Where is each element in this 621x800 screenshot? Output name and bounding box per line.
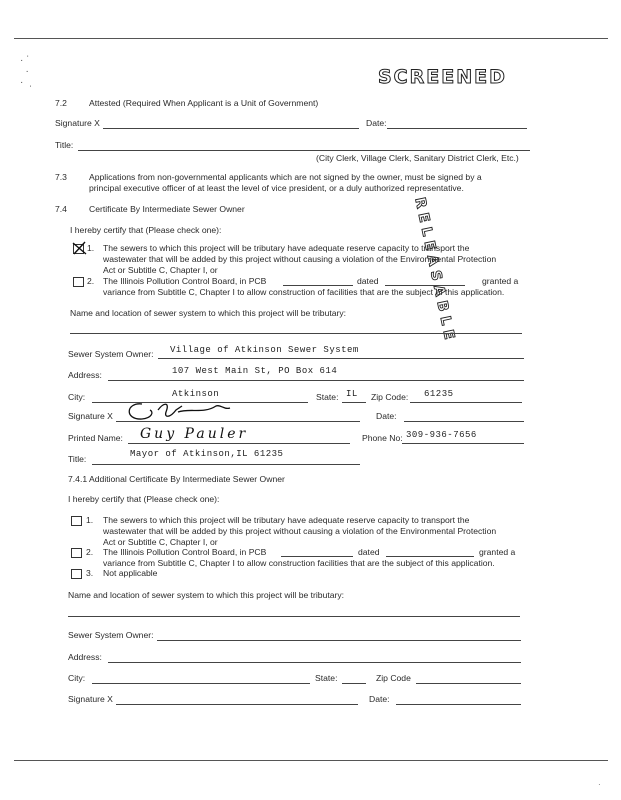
city-field-7-4-1[interactable] (92, 683, 310, 684)
signature-field-7-4-1[interactable] (116, 704, 358, 705)
section-7-3-line1: Applications from non-governmental applicants which are not signed by the owner, must be signed by a (89, 172, 482, 182)
signature-label-7-2: Signature X (55, 118, 100, 128)
pcb-number-field-7-4[interactable] (283, 285, 353, 286)
signature-label-7-4: Signature X (68, 411, 113, 421)
date-field-7-4[interactable] (404, 421, 524, 422)
section-7-4-heading: Certificate By Intermediate Sewer Owner (89, 204, 245, 214)
bottom-rule (14, 760, 608, 761)
state-field-7-4[interactable] (342, 402, 366, 403)
title-value-7-4: Mayor of Atkinson,IL 61235 (130, 449, 284, 459)
option-3-checkbox-7-4-1[interactable] (71, 569, 82, 579)
signature-scrawl (120, 398, 240, 424)
scan-mark-bottom: · (598, 780, 601, 789)
scan-marks: · ˈ · · ˌ (20, 55, 33, 88)
address-label-7-4-1: Address: (68, 652, 102, 662)
screened-stamp: SCREENED (378, 66, 507, 88)
owner-value-7-4: Village of Atkinson Sewer System (170, 345, 359, 355)
option-2-text-b-7-4: dated (357, 276, 379, 286)
phone-value-7-4: 309-936-7656 (406, 430, 477, 440)
option-2-checkbox-7-4-1[interactable] (71, 548, 82, 558)
printed-name-field-7-4[interactable] (128, 443, 350, 444)
date-label-7-2: Date: (366, 118, 387, 128)
top-rule (14, 38, 608, 39)
pcb-number-field-7-4-1[interactable] (281, 556, 353, 557)
option-3-text-7-4-1: Not applicable (103, 568, 158, 578)
option-2-text-a-7-4: The Illinois Pollution Control Board, in PCB (103, 276, 267, 286)
option-1-line3-7-4-1: Act or Subtitle C, Chapter I, or (103, 537, 218, 547)
section-7-3-line2: principal executive officer of at least the level of vice president, or a duly authorized representative. (89, 183, 464, 193)
address-field-7-4[interactable] (108, 380, 524, 381)
option-1-line2-7-4: wastewater that will be added by this project without causing a violation of the Environmental Protection (103, 254, 497, 264)
title-hint-7-2: (City Clerk, Village Clerk, Sanitary District Clerk, Etc.) (316, 153, 519, 163)
date-label-7-4: Date: (376, 411, 397, 421)
zip-label-7-4-1: Zip Code (376, 673, 411, 683)
option-1-number-7-4: 1. (87, 243, 95, 253)
signature-field-7-2[interactable] (103, 128, 359, 129)
printed-name-value-7-4: Guy Pauler (140, 426, 249, 442)
option-2-text-c-7-4-1: granted a (479, 547, 516, 557)
signature-label-7-4-1: Signature X (68, 694, 113, 704)
tributary-system-field-7-4[interactable] (70, 333, 522, 334)
releasable-stamp: RELEASABLE (411, 196, 459, 346)
title-field-7-2[interactable] (78, 150, 530, 151)
option-1-line2-7-4-1: wastewater that will be added by this project without causing a violation of the Environmental Protection (103, 526, 497, 536)
pcb-date-field-7-4-1[interactable] (386, 556, 474, 557)
zip-label-7-4: Zip Code: (371, 392, 409, 402)
address-field-7-4-1[interactable] (108, 662, 521, 663)
owner-field-7-4[interactable] (158, 358, 524, 359)
option-1-line3-7-4: Act or Subtitle C, Chapter I, or (103, 265, 218, 275)
phone-label-7-4: Phone No: (362, 433, 403, 443)
owner-label-7-4-1: Sewer System Owner: (68, 630, 154, 640)
option-2-line2-7-4: variance from Subtitle C, Chapter I to allow construction of facilities that are the subject of this application. (103, 287, 505, 297)
zip-value-7-4: 61235 (424, 389, 454, 399)
section-7-2-number: 7.2 (55, 98, 67, 108)
city-label-7-4: City: (68, 392, 86, 402)
section-7-2-heading: Attested (Required When Applicant is a Unit of Government) (89, 98, 319, 108)
state-field-7-4-1[interactable] (342, 683, 366, 684)
title-label-7-4: Title: (68, 454, 87, 464)
option-3-number-7-4-1: 3. (86, 568, 94, 578)
title-field-7-4[interactable] (92, 464, 360, 465)
option-1-line1-7-4: The sewers to which this project will be tributary have adequate reserve capacity to transport the (103, 243, 470, 253)
option-2-text-c-7-4: granted a (482, 276, 519, 286)
option-2-text-a-7-4-1: The Illinois Pollution Control Board, in PCB (103, 547, 267, 557)
option-1-number-7-4-1: 1. (86, 515, 94, 525)
city-label-7-4-1: City: (68, 673, 86, 683)
phone-field-7-4[interactable] (402, 443, 524, 444)
state-label-7-4: State: (316, 392, 339, 402)
certify-text-7-4: I hereby certify that (Please check one): (70, 225, 222, 235)
state-value-7-4: IL (346, 389, 358, 399)
option-2-checkbox-7-4[interactable] (73, 277, 84, 287)
certify-text-7-4-1: I hereby certify that (Please check one): (68, 494, 220, 504)
option-1-checkbox-7-4-1[interactable] (71, 516, 82, 526)
option-2-number-7-4-1: 2. (86, 547, 94, 557)
pcb-date-field-7-4[interactable] (385, 285, 465, 286)
address-value-7-4: 107 West Main St, PO Box 614 (172, 366, 338, 376)
zip-field-7-4-1[interactable] (416, 683, 521, 684)
city-value-7-4: Atkinson (172, 389, 220, 399)
option-2-line2-7-4-1: variance from Subtitle C, Chapter I to allow construction facilities that are the subject of this application. (103, 558, 495, 568)
title-label-7-2: Title: (55, 140, 74, 150)
zip-field-7-4[interactable] (410, 402, 522, 403)
state-label-7-4-1: State: (315, 673, 338, 683)
name-location-text-7-4-1: Name and location of sewer system to which this project will be tributary: (68, 590, 345, 600)
printed-name-label-7-4: Printed Name: (68, 433, 123, 443)
option-1-line1-7-4-1: The sewers to which this project will be tributary have adequate reserve capacity to transport the (103, 515, 470, 525)
section-7-3-number: 7.3 (55, 172, 67, 182)
owner-label-7-4: Sewer System Owner: (68, 349, 154, 359)
owner-field-7-4-1[interactable] (157, 640, 521, 641)
name-location-text-7-4: Name and location of sewer system to which this project will be tributary: (70, 308, 347, 318)
section-7-4-number: 7.4 (55, 204, 67, 214)
date-field-7-4-1[interactable] (396, 704, 521, 705)
date-field-7-2[interactable] (387, 128, 527, 129)
date-label-7-4-1: Date: (369, 694, 390, 704)
option-2-text-b-7-4-1: dated (358, 547, 380, 557)
address-label-7-4: Address: (68, 370, 102, 380)
section-7-4-1-heading: 7.4.1 Additional Certificate By Intermediate Sewer Owner (68, 474, 285, 484)
option-2-number-7-4: 2. (87, 276, 95, 286)
tributary-system-field-7-4-1[interactable] (68, 616, 520, 617)
